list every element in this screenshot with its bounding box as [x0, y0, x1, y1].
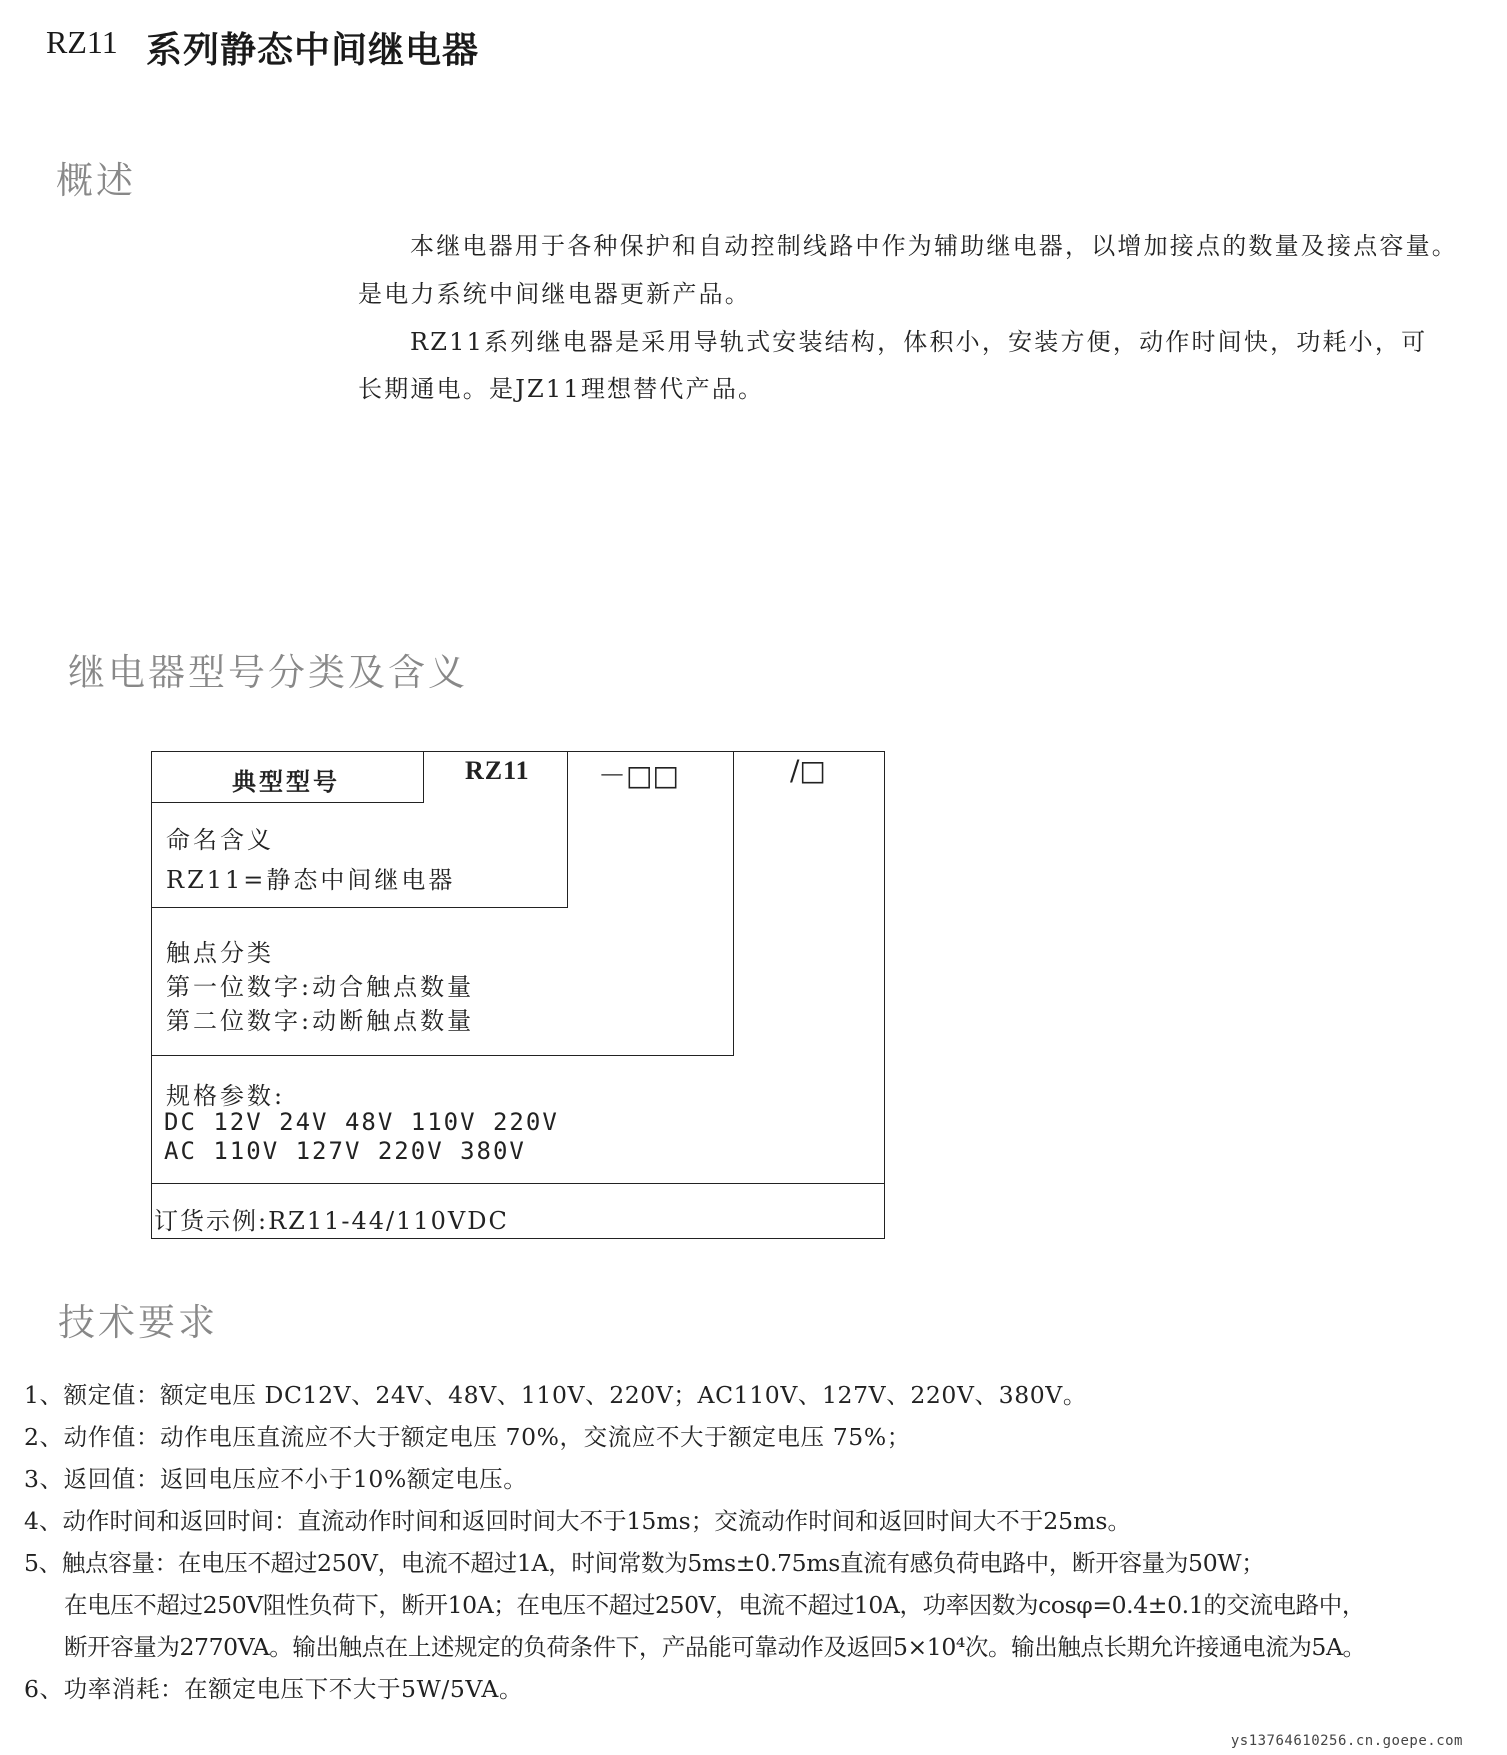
requirement-item-5-cont-1: 在电压不超过250V阻性负荷下，断开10A；在电压不超过250V，电流不超过10A，功率因数为cosφ=0.4±0.1的交流电路中， [64, 1591, 1365, 1619]
contact-line-1: 第一位数字:动合触点数量 [166, 973, 475, 1001]
model-code: RZ11 [465, 756, 530, 785]
overview-heading: 概述 [56, 159, 136, 202]
requirement-item-5-cont-2: 断开容量为2770VA。输出触点在上述规定的负荷条件下，产品能可靠动作及返回5×10⁴次。输出触点长期允许接通电流为5A。 [64, 1633, 1366, 1661]
naming-value: RZ11=静态中间继电器 [166, 866, 456, 894]
spec-dc: DC 12V 24V 48V 110V 220V [164, 1108, 559, 1136]
spec-title: 规格参数: [166, 1082, 286, 1110]
overview-line-2: 是电力系统中间继电器更新产品。 [358, 280, 751, 308]
requirement-item-2: 2、动作值：动作电压直流应不大于额定电压 70%，交流应不大于额定电压 75%； [24, 1423, 911, 1451]
requirement-item-3: 3、返回值：返回电压应不小于10%额定电压。 [24, 1465, 528, 1493]
naming-title: 命名含义 [166, 826, 274, 854]
requirement-item-6: 6、功率消耗：在额定电压下不大于5W/5VA。 [24, 1675, 524, 1703]
overview-line-3: RZ11系列继电器是采用导轨式安装结构，体积小，安装方便，动作时间快，功耗小，可 [410, 328, 1428, 356]
contact-title: 触点分类 [166, 939, 274, 967]
requirement-item-4: 4、动作时间和返回时间：直流动作时间和返回时间大不于15ms；交流动作时间和返回时间大不于25ms。 [24, 1507, 1131, 1535]
contact-code: －□□ [598, 759, 679, 792]
order-example: 订货示例:RZ11-44/110VDC [154, 1207, 509, 1235]
classification-heading: 继电器型号分类及含义 [68, 651, 468, 694]
watermark: ys13764610256.cn.goepe.com [1230, 1733, 1463, 1749]
product-model: RZ11 [46, 24, 118, 60]
requirements-heading: 技术要求 [58, 1301, 218, 1344]
overview-line-4: 长期通电。是JZ11理想替代产品。 [358, 375, 765, 403]
voltage-code: /□ [790, 754, 826, 787]
spec-ac: AC 110V 127V 220V 380V [164, 1137, 526, 1165]
requirement-item-1: 1、额定值：额定电压 DC12V、24V、48V、110V、220V；AC110V、127V、220V、380V。 [24, 1381, 1087, 1409]
contact-line-2: 第二位数字:动断触点数量 [166, 1007, 475, 1035]
requirement-item-5: 5、触点容量：在电压不超过250V，电流不超过1A，时间常数为5ms±0.75ms直流有感负荷电路中，断开容量为50W； [24, 1549, 1265, 1577]
product-title: 系列静态中间继电器 [146, 30, 480, 71]
overview-line-1: 本继电器用于各种保护和自动控制线路中作为辅助继电器，以增加接点的数量及接点容量。 [410, 232, 1458, 260]
typical-model-label: 典型型号 [232, 767, 340, 796]
